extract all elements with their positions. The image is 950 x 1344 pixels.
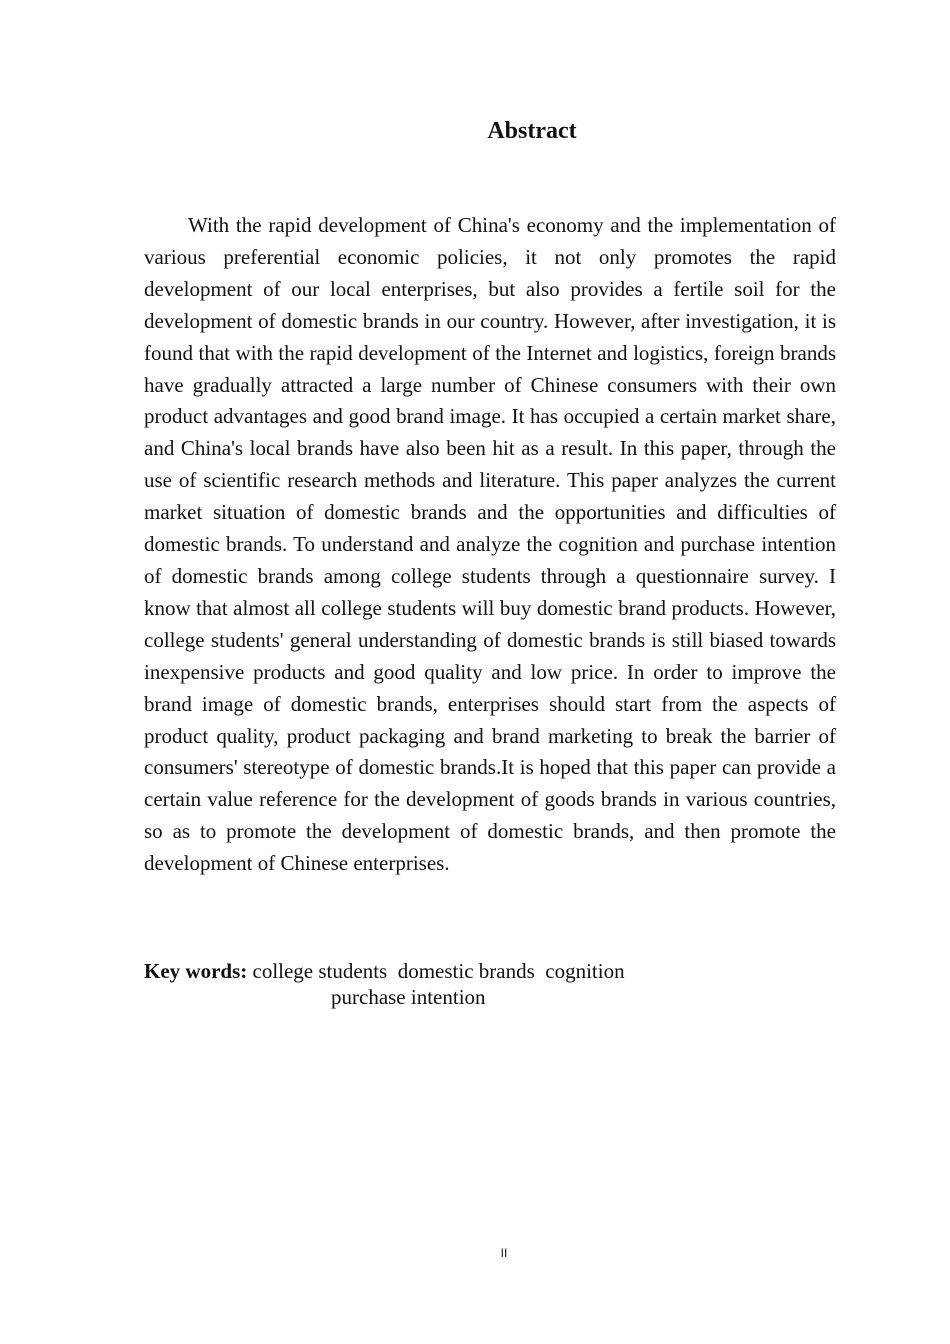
page-number: II: [500, 1246, 508, 1260]
keywords-line-2: [144, 984, 836, 1010]
keywords-list-1: college students domestic brands cognition: [252, 959, 625, 983]
keywords-label: Key words:: [144, 959, 248, 983]
keywords-section: [144, 958, 836, 1010]
keywords-line-1: [144, 958, 836, 984]
keywords-list-2: purchase intention: [331, 985, 486, 1009]
abstract-body: With the rapid development of China's economy and the implementation of various preferential economic policies, it not only promotes the rapid development of our local enterprises, but also provides a fertile soil for the development of domestic brands in our country. However, after investigation, it is found that with the rapid development of the Internet and logistics, foreign brands have gradually attracted a large number of Chinese consumers with their own product advantages and good brand image. It has occupied a certain market share, and China's local brands have also been hit as a result. In this paper, through the use of scientific research methods and literature. This paper analyzes the current market situation of domestic brands and the opportunities and difficulties of domestic brands. To understand and analyze the cognition and purchase intention of domestic brands among college students through a questionnaire survey. I know that almost all college students will buy domestic brand products. However, college students' general understanding of domestic brands is still biased towards inexpensive products and good quality and low price. In order to improve the brand image of domestic brands, enterprises should start from the aspects of product quality, product packaging and brand marketing to break the barrier of consumers' stereotype of domestic brands.It is hoped that this paper can provide a certain value reference for the development of goods brands in various countries, so as to promote the development of domestic brands, and then promote the development of Chinese enterprises.: [144, 213, 836, 876]
abstract-title: Abstract: [487, 118, 577, 144]
